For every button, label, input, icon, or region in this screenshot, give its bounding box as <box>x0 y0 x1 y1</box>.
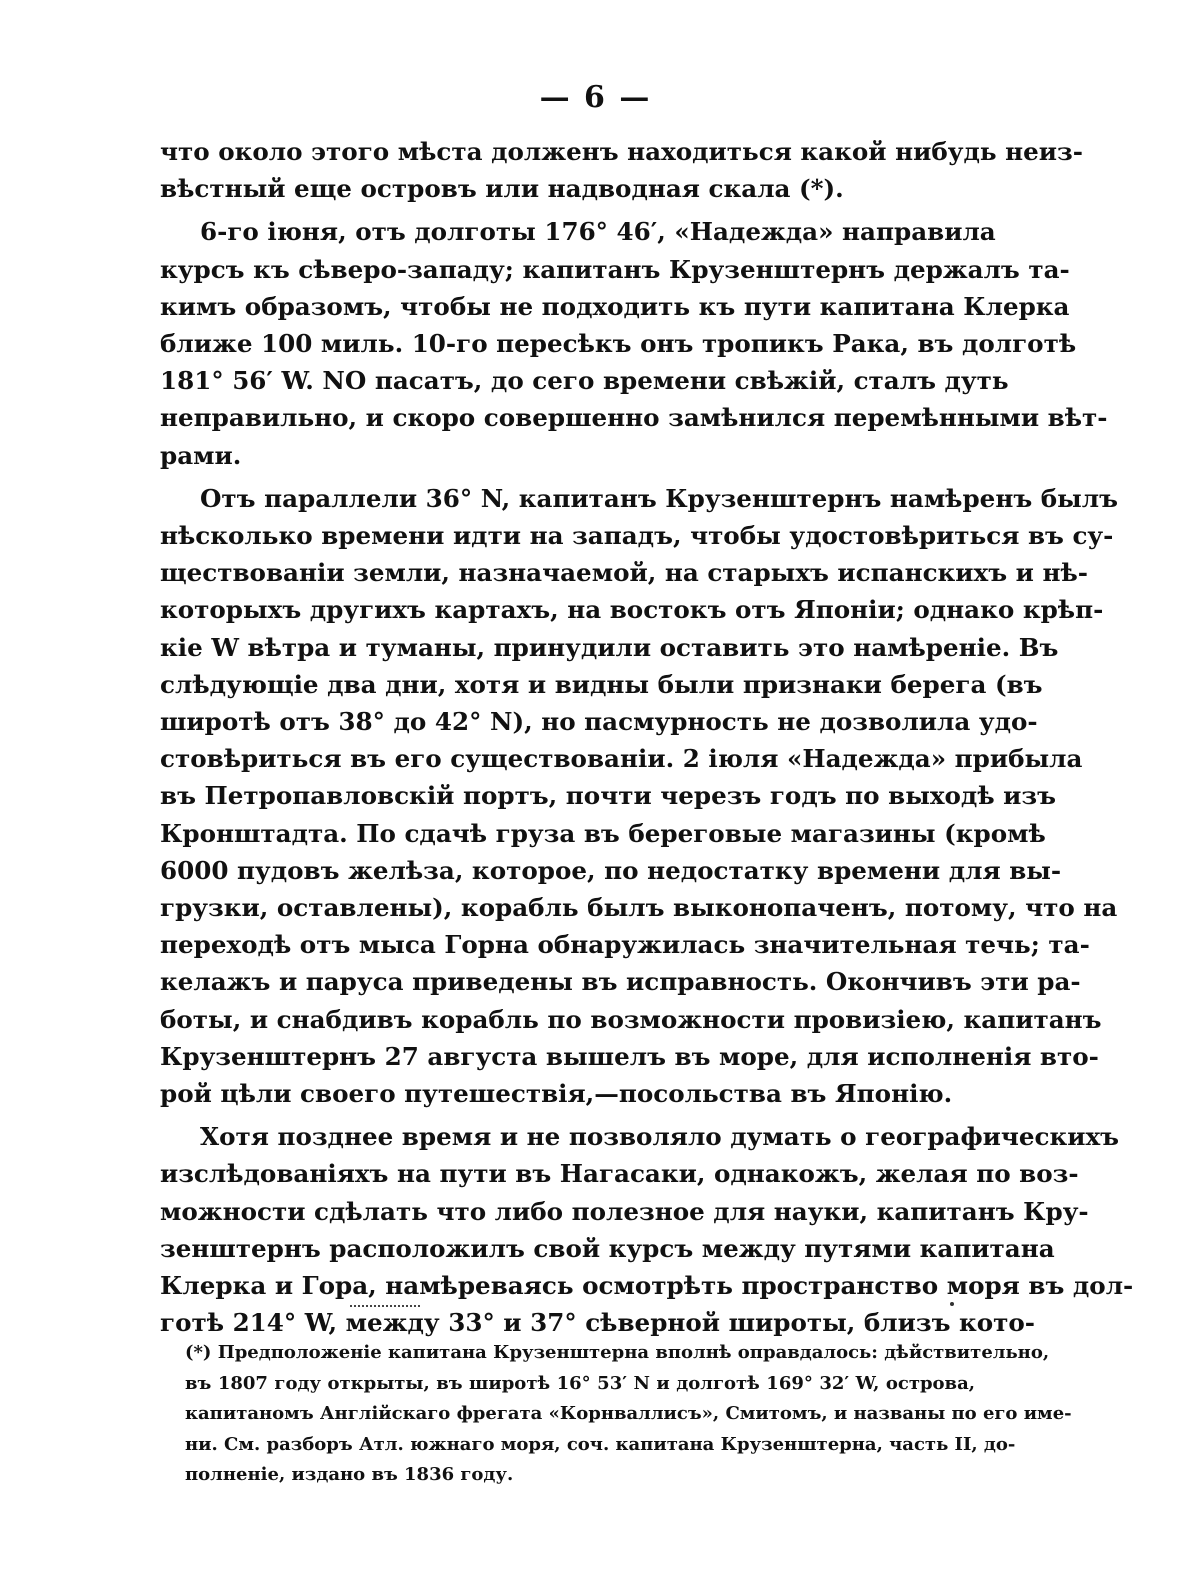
text-line: келажъ и паруса приведены въ исправность. Окончивъ эти ра- <box>160 967 1081 997</box>
text-line: грузки, оставлены), корабль былъ выконопаченъ, потому, что на <box>160 893 1118 923</box>
text-line: переходѣ отъ мыса Горна обнаружилась значительная течь; та- <box>160 930 1090 960</box>
footnote-separator <box>350 1305 420 1307</box>
text-line: въ Петропавловскій портъ, почти черезъ годъ по выходѣ изъ <box>160 781 1056 811</box>
text-line: 6-го іюня, отъ долготы 176° 46′, «Надежда» направила <box>200 217 996 247</box>
text-line: курсъ къ сѣверо-западу; капитанъ Крузенштернъ держалъ та- <box>160 254 1070 284</box>
text-line: Крузенштернъ 27 августа вышелъ въ море, для исполненія вто- <box>160 1041 1099 1071</box>
text-line: зенштернъ расположилъ свой курсъ между путями капитана <box>160 1233 1055 1263</box>
footnote <box>185 1338 1072 1491</box>
text-line: слѣдующіе два дни, хотя и видны были признаки берега (въ <box>160 669 1043 699</box>
text-line: кіе W вѣтра и туманы, принудили оставить это намѣреніе. Въ <box>160 632 1059 662</box>
text-line: Кронштадта. По сдачѣ груза въ береговые магазины (кромѣ <box>160 818 1046 848</box>
text-line: которыхъ другихъ картахъ, на востокъ отъ Японіи; однако крѣп- <box>160 595 1104 625</box>
footnote-line: въ 1807 году открыты, въ широтѣ 16° 53′ N и долготѣ 169° 32′ W, острова, <box>185 1372 975 1394</box>
footnote-line: (*) Предположеніе капитана Крузенштерна вполнѣ оправдалось: дѣйствительно, <box>185 1342 1050 1363</box>
text-line: Клерка и Гора, намѣреваясь осмотрѣть пространство моря въ дол- <box>160 1271 1134 1301</box>
text-line: ближе 100 миль. 10-го пересѣкъ онъ тропикъ Рака, въ долготѣ <box>160 329 1077 359</box>
separator-dot <box>950 1302 954 1306</box>
paragraph <box>160 213 1108 473</box>
footnote-line: капитаномъ Англійскаго фрегата «Корнваллисъ», Смитомъ, и названы по его име- <box>185 1403 1072 1425</box>
body-text <box>160 133 1134 1348</box>
text-line: широтѣ отъ 38° до 42° N), но пасмурность не дозволила удо- <box>160 707 1038 737</box>
text-line: готѣ 214° W, между 33° и 37° сѣверной широты, близъ кото- <box>160 1308 1036 1338</box>
text-line: изслѣдованіяхъ на пути въ Нагасаки, однакожъ, желая по воз- <box>160 1159 1079 1189</box>
text-line: кимъ образомъ, чтобы не подходить къ пути капитана Клерка <box>160 291 1070 321</box>
text-line: нѣсколько времени идти на западъ, чтобы удостовѣриться въ су- <box>160 521 1114 551</box>
text-line: 6000 пудовъ желѣза, которое, по недостатку времени для вы- <box>160 855 1062 885</box>
text-line: рами. <box>160 440 242 470</box>
text-line: вѣстный еще островъ или надводная скала (*). <box>160 174 844 204</box>
paragraph <box>160 480 1119 1112</box>
text-line: боты, и снабдивъ корабль по возможности провизіею, капитанъ <box>160 1004 1102 1034</box>
text-line: ществованіи земли, назначаемой, на старыхъ испанскихъ и нѣ- <box>160 558 1088 588</box>
text-line: что около этого мѣста долженъ находиться какой нибудь неиз- <box>160 137 1083 166</box>
text-line: можности сдѣлать что либо полезное для науки, капитанъ Кру- <box>160 1196 1089 1226</box>
text-line: неправильно, и скоро совершенно замѣнился перемѣнными вѣт- <box>160 403 1108 433</box>
text-line: Отъ параллели 36° N, капитанъ Крузенштернъ намѣренъ былъ <box>200 483 1119 513</box>
footnote-line: полненіе, издано въ 1836 году. <box>185 1464 514 1486</box>
text-line: Хотя позднее время и не позволяло думать о географическихъ <box>200 1122 1120 1152</box>
text-line: 181° 56′ W. NO пасатъ, до сего времени свѣжій, сталъ дуть <box>160 366 1009 396</box>
page-number: — 6 — <box>539 80 652 115</box>
text-line: стовѣриться въ его существованіи. 2 іюля «Надежда» прибыла <box>160 744 1083 774</box>
paragraph <box>160 133 1083 207</box>
paragraph <box>160 1118 1134 1341</box>
footnote-line: ни. См. разборъ Атл. южнаго моря, соч. капитана Крузенштерна, часть II, до- <box>185 1433 1016 1455</box>
text-line: рой цѣли своего путешествія,—посольства въ Японію. <box>160 1079 953 1109</box>
